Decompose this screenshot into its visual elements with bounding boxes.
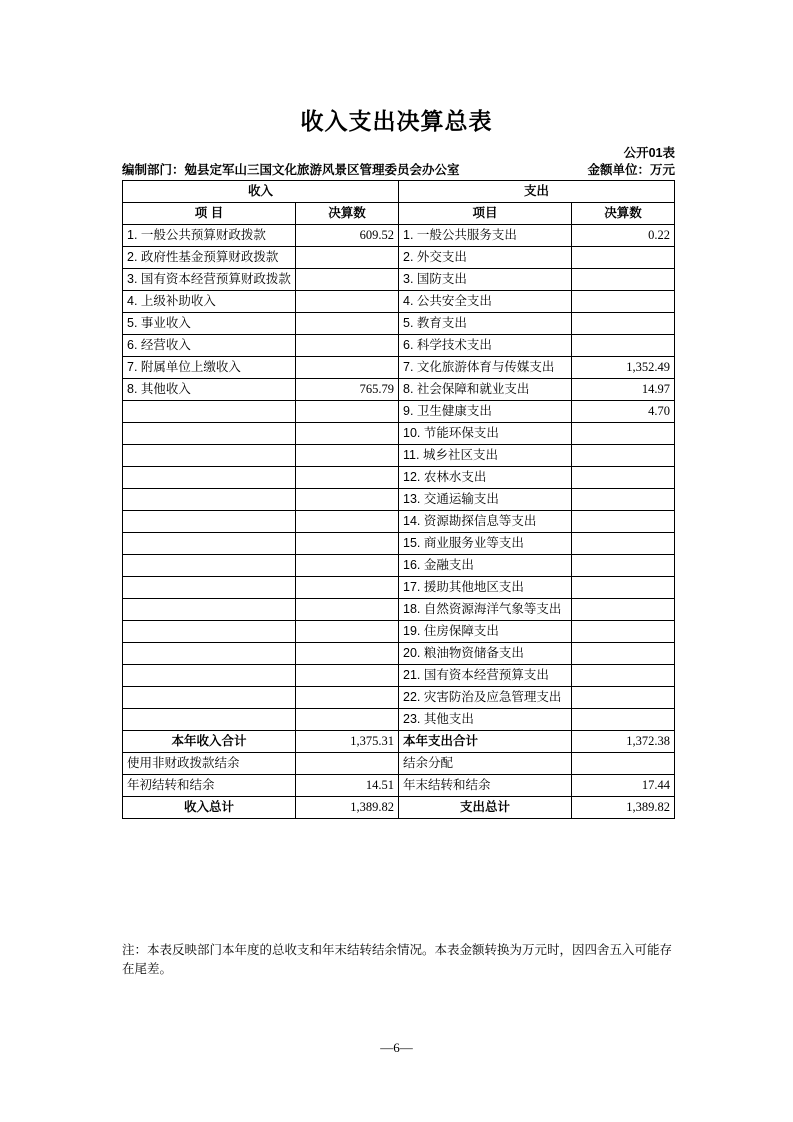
income-amount	[296, 467, 399, 489]
expenditure-amount	[572, 643, 675, 665]
expenditure-total-label: 支出总计	[399, 797, 572, 819]
expenditure-label: 12. 农林水支出	[399, 467, 572, 489]
expenditure-label: 8. 社会保障和就业支出	[399, 379, 572, 401]
table-row	[123, 225, 675, 247]
expenditure-amount	[572, 687, 675, 709]
expenditure-amount: 1,352.49	[572, 357, 675, 379]
expenditure-label: 1. 一般公共服务支出	[399, 225, 572, 247]
income-label: 8. 其他收入	[123, 379, 296, 401]
expenditure-label: 2. 外交支出	[399, 247, 572, 269]
expenditure-label: 10. 节能环保支出	[399, 423, 572, 445]
expenditure-amount: 0.22	[572, 225, 675, 247]
table-row	[123, 511, 675, 533]
table-row	[123, 357, 675, 379]
table-row	[123, 643, 675, 665]
income-label	[123, 643, 296, 665]
table-row	[123, 445, 675, 467]
income-label: 5. 事业收入	[123, 313, 296, 335]
income-label: 4. 上级补助收入	[123, 291, 296, 313]
expenditure-amount	[572, 247, 675, 269]
income-label: 7. 附属单位上缴收入	[123, 357, 296, 379]
income-amount: 765.79	[296, 379, 399, 401]
expenditure-label: 6. 科学技术支出	[399, 335, 572, 357]
header-expenditure-amount: 决算数	[572, 203, 675, 225]
expenditure-amount	[572, 445, 675, 467]
expenditure-amount	[572, 489, 675, 511]
income-label	[123, 511, 296, 533]
year-total-row	[123, 731, 675, 753]
expenditure-amount	[572, 555, 675, 577]
expenditure-amount	[572, 269, 675, 291]
table-row	[123, 687, 675, 709]
income-label	[123, 467, 296, 489]
page-title: 收入支出决算总表	[300, 109, 493, 134]
income-label	[123, 445, 296, 467]
income-label	[123, 599, 296, 621]
table-row	[123, 709, 675, 731]
table-row	[123, 247, 675, 269]
expenditure-amount	[572, 335, 675, 357]
income-amount	[296, 621, 399, 643]
income-amount: 609.52	[296, 225, 399, 247]
table-row	[123, 423, 675, 445]
income-amount	[296, 555, 399, 577]
expenditure-amount	[572, 511, 675, 533]
expenditure-label: 18. 自然资源海洋气象等支出	[399, 599, 572, 621]
table-row	[123, 291, 675, 313]
income-amount	[296, 269, 399, 291]
table-row	[123, 621, 675, 643]
income-amount	[296, 489, 399, 511]
expenditure-label: 16. 金融支出	[399, 555, 572, 577]
end-carryover-label: 年末结转和结余	[399, 775, 572, 797]
income-label	[123, 489, 296, 511]
income-label: 1. 一般公共预算财政拨款	[123, 225, 296, 247]
expenditure-amount	[572, 467, 675, 489]
table-row	[123, 335, 675, 357]
income-amount	[296, 401, 399, 423]
form-code: 公开01表	[623, 146, 675, 160]
meta-row	[122, 160, 675, 178]
page-number: —6—	[380, 1040, 413, 1055]
expenditure-label: 14. 资源勘探信息等支出	[399, 511, 572, 533]
expenditure-label: 20. 粮油物资储备支出	[399, 643, 572, 665]
table-row	[123, 269, 675, 291]
income-label	[123, 533, 296, 555]
table-row	[123, 313, 675, 335]
expenditure-label: 4. 公共安全支出	[399, 291, 572, 313]
expenditure-amount	[572, 423, 675, 445]
income-label	[123, 401, 296, 423]
income-amount	[296, 687, 399, 709]
income-label	[123, 709, 296, 731]
table-note: 注：本表反映部门本年度的总收支和年末结转结余情况。本表金额转换为万元时，因四舍五入可能存在尾差。	[122, 943, 673, 976]
nonfiscal-row	[123, 753, 675, 775]
income-label: 2. 政府性基金预算财政拨款	[123, 247, 296, 269]
table-row	[123, 401, 675, 423]
header-expenditure-item: 项目	[399, 203, 572, 225]
expenditure-label: 23. 其他支出	[399, 709, 572, 731]
nonfiscal-label: 使用非财政拨款结余	[123, 753, 296, 775]
expenditure-amount	[572, 665, 675, 687]
income-year-total-label: 本年收入合计	[123, 731, 296, 753]
income-total-amount: 1,389.82	[296, 797, 399, 819]
expenditure-label: 13. 交通运输支出	[399, 489, 572, 511]
income-amount	[296, 577, 399, 599]
expenditure-label: 19. 住房保障支出	[399, 621, 572, 643]
income-label	[123, 423, 296, 445]
table-row	[123, 489, 675, 511]
carryover-row	[123, 775, 675, 797]
income-amount	[296, 423, 399, 445]
table-row	[123, 665, 675, 687]
expenditure-amount	[572, 291, 675, 313]
table-row	[123, 467, 675, 489]
table-row	[123, 533, 675, 555]
begin-carryover-label: 年初结转和结余	[123, 775, 296, 797]
balance-alloc-label: 结余分配	[399, 753, 572, 775]
end-carryover-amount: 17.44	[572, 775, 675, 797]
expenditure-label: 3. 国防支出	[399, 269, 572, 291]
table-body	[123, 181, 675, 819]
table-row	[123, 555, 675, 577]
expenditure-amount	[572, 621, 675, 643]
header-income-item: 项 目	[123, 203, 296, 225]
begin-carryover-amount: 14.51	[296, 775, 399, 797]
expenditure-amount: 14.97	[572, 379, 675, 401]
header-income-amount: 决算数	[296, 203, 399, 225]
income-amount	[296, 313, 399, 335]
expenditure-amount: 4.70	[572, 401, 675, 423]
table-subheader-row	[123, 203, 675, 225]
table-header-group	[123, 181, 675, 203]
income-label: 3. 国有资本经营预算财政拨款	[123, 269, 296, 291]
unit-label: 金额单位：万元	[587, 163, 675, 177]
income-amount	[296, 247, 399, 269]
expenditure-label: 7. 文化旅游体育与传媒支出	[399, 357, 572, 379]
expenditure-label: 22. 灾害防治及应急管理支出	[399, 687, 572, 709]
department-label: 编制部门：勉县定军山三国文化旅游风景区管理委员会办公室	[122, 163, 460, 177]
budget-table	[122, 180, 675, 819]
income-amount	[296, 357, 399, 379]
expenditure-total-amount: 1,389.82	[572, 797, 675, 819]
expenditure-label: 15. 商业服务业等支出	[399, 533, 572, 555]
income-amount	[296, 291, 399, 313]
income-amount	[296, 643, 399, 665]
expenditure-amount	[572, 313, 675, 335]
expenditure-amount	[572, 577, 675, 599]
income-year-total-amount: 1,375.31	[296, 731, 399, 753]
income-amount	[296, 665, 399, 687]
expenditure-amount	[572, 709, 675, 731]
nonfiscal-amount	[296, 753, 399, 775]
expenditure-label: 21. 国有资本经营预算支出	[399, 665, 572, 687]
income-amount	[296, 533, 399, 555]
expenditure-amount	[572, 599, 675, 621]
income-amount	[296, 335, 399, 357]
income-label	[123, 621, 296, 643]
balance-alloc-amount	[572, 753, 675, 775]
expenditure-label: 11. 城乡社区支出	[399, 445, 572, 467]
income-label: 6. 经营收入	[123, 335, 296, 357]
header-income: 收入	[123, 181, 399, 203]
expenditure-amount	[572, 533, 675, 555]
expenditure-label: 17. 援助其他地区支出	[399, 577, 572, 599]
income-total-label: 收入总计	[123, 797, 296, 819]
income-label	[123, 577, 296, 599]
income-label	[123, 687, 296, 709]
expenditure-year-total-amount: 1,372.38	[572, 731, 675, 753]
header-expenditure: 支出	[399, 181, 675, 203]
income-amount	[296, 709, 399, 731]
table-row	[123, 379, 675, 401]
table-row	[123, 577, 675, 599]
income-amount	[296, 445, 399, 467]
income-amount	[296, 511, 399, 533]
expenditure-label: 9. 卫生健康支出	[399, 401, 572, 423]
expenditure-label: 5. 教育支出	[399, 313, 572, 335]
table-row	[123, 599, 675, 621]
expenditure-year-total-label: 本年支出合计	[399, 731, 572, 753]
grand-total-row	[123, 797, 675, 819]
income-amount	[296, 599, 399, 621]
income-label	[123, 665, 296, 687]
income-label	[123, 555, 296, 577]
